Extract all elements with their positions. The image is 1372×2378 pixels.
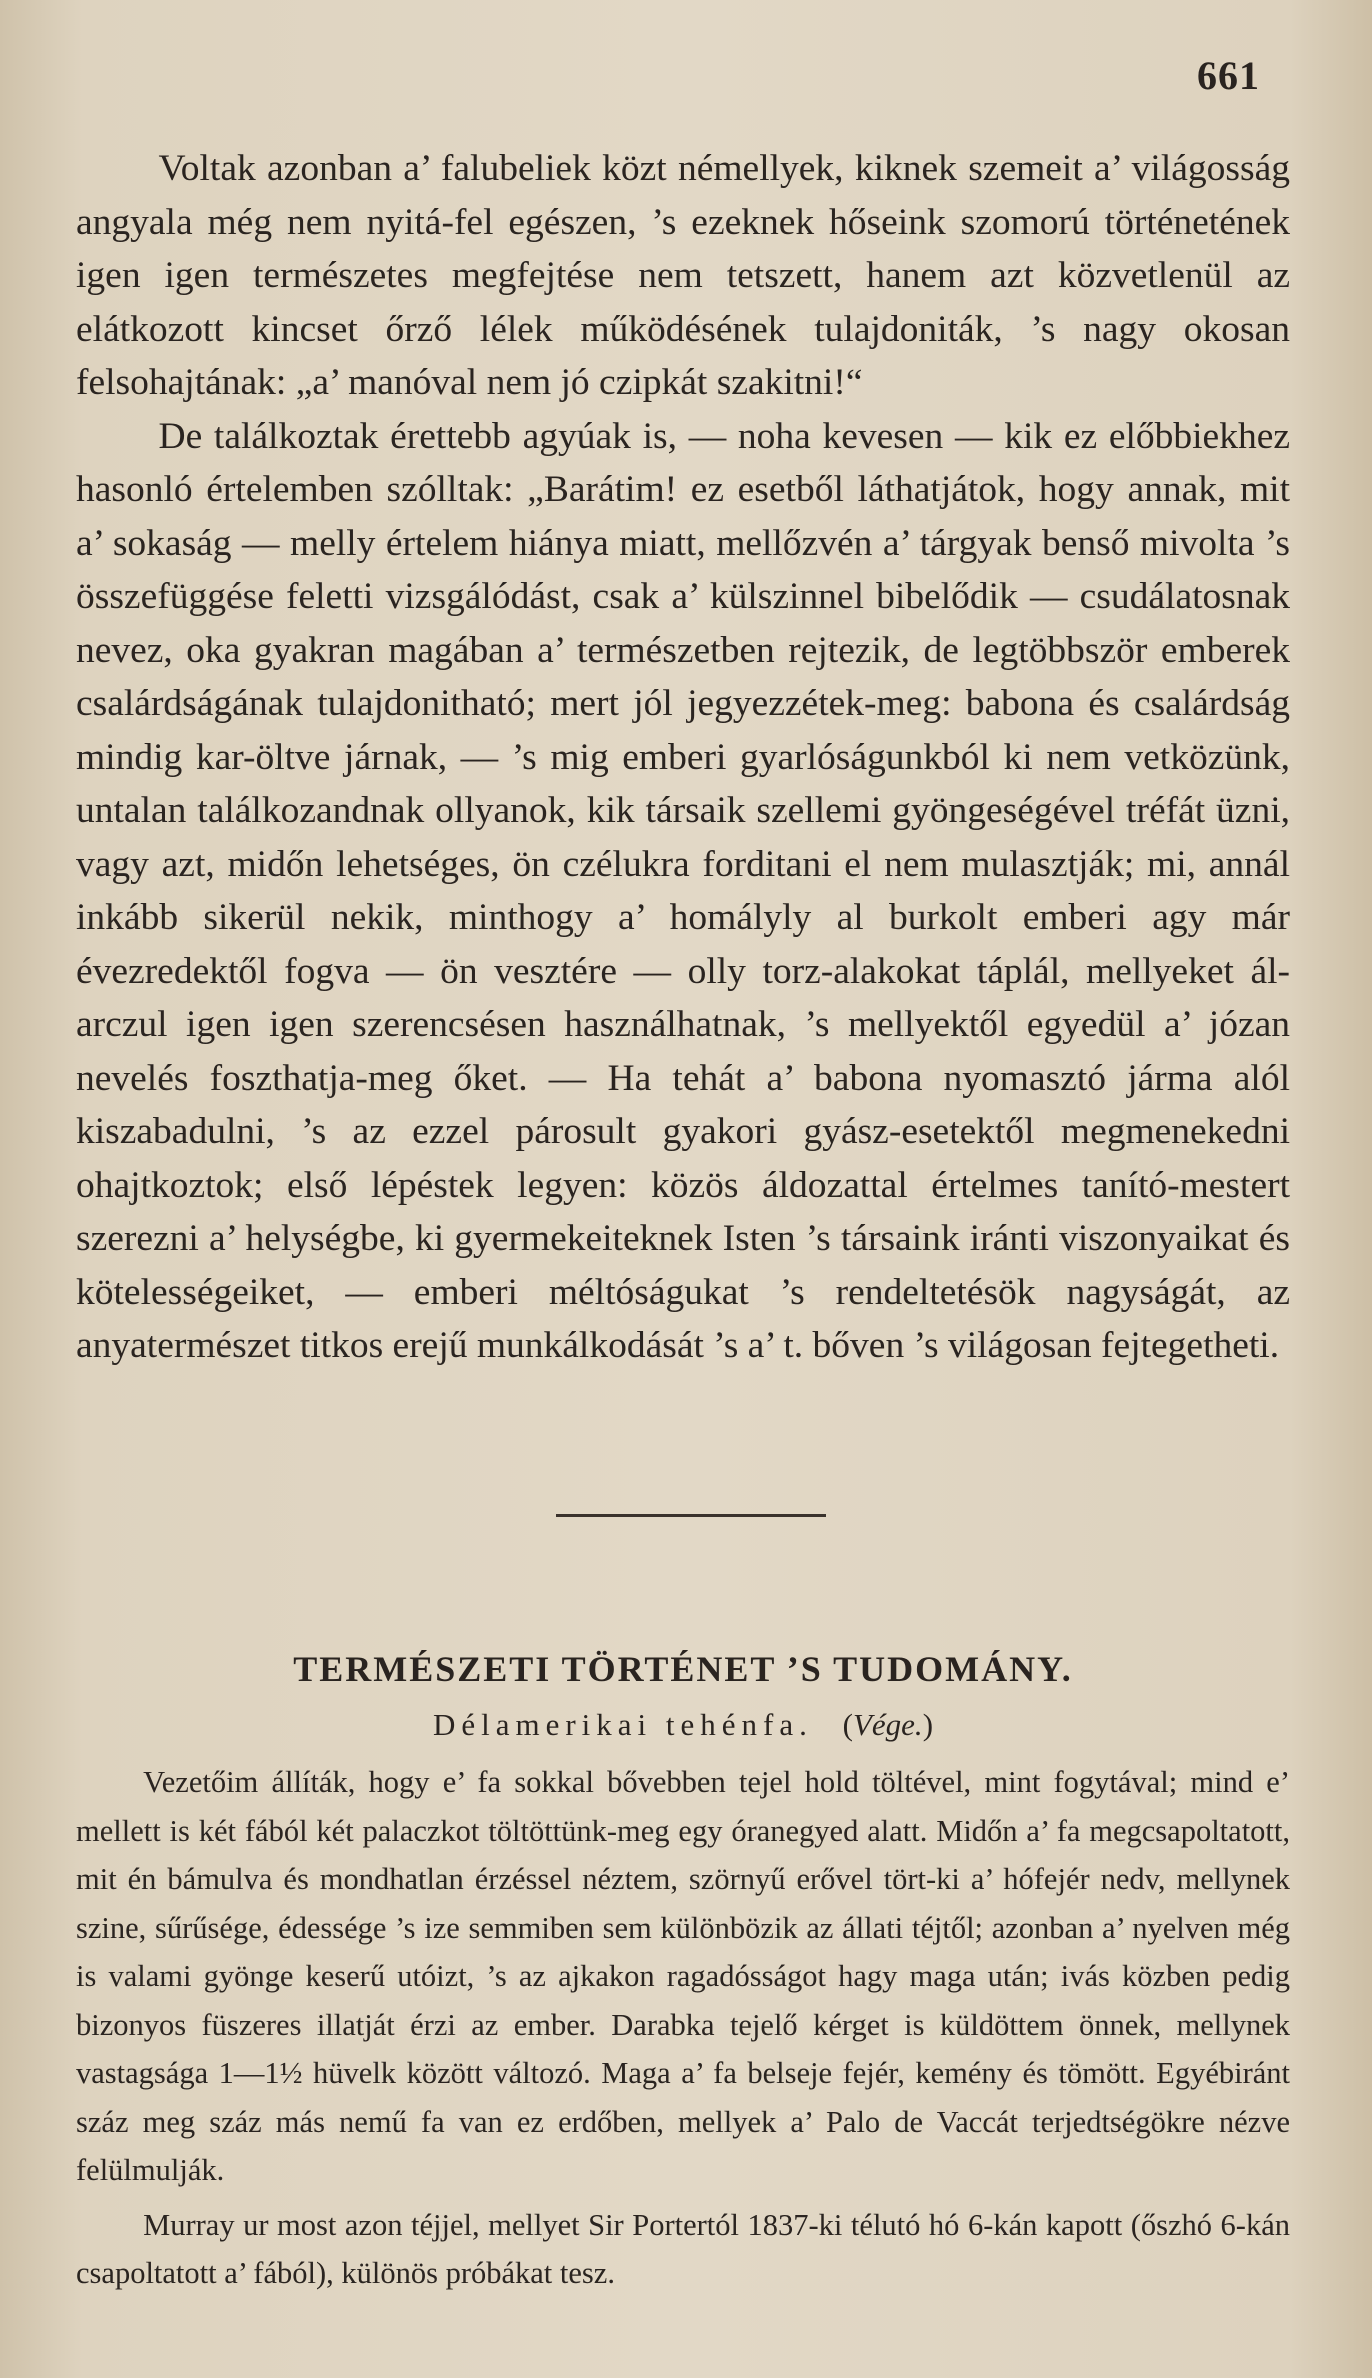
subtitle-text: Délamerikai tehénfa. xyxy=(432,1707,813,1742)
small-paragraph-1: Vezetőim állíták, hogy e’ fa sokkal bővebben tejel hold töltével, mint fogytával; mind e’ mellett is két fából két palaczkot töltöttünk-meg egy óranegyed alatt. Midőn a’ fa megcsapoltatott, mit én bámulva és mondhatlan érzéssel néztem, szörnyű erővel tört-ki a’ hófejér nedv, mellynek szine, sűrűsége, édessége ’s ize semmiben sem különbözik az állati téjtől; azonban a’ nyelven még is valami gyönge keserű utóizt, ’s az ajkakon ragadósságot hagy maga után; ivás közben pedig bizonyos füszeres illatját érzi az ember. Darabka tejelő kérget is küldöttem önnek, mellynek vastagsága 1—1½ hüvelk között változó. Maga a’ fa belseje fejér, kemény és tömött. Egyébiránt száz meg száz más nemű fa van ez erdőben, mellyek a’ Palo de Vaccát terjedtségökre nézve felülmulják. xyxy=(76,1765,1290,2187)
paragraph-1: Voltak azonban a’ falubeliek közt némellyek, kiknek szemeit a’ világosság angyala még nem nyitá-fel egészen, ’s ezeknek hőseink szomorú történetének igen igen természetes megfejtése nem tetszett, hanem azt közvetlenül az elátkozott kincset őrző lélek működésének tulajdoniták, ’s nagy okosan felsohajtának: „a’ manóval nem jó czipkát szakitni!“ xyxy=(76,148,1290,403)
section-title: TERMÉSZETI TÖRTÉNET ’S TUDOMÁNY. xyxy=(293,1649,1073,1689)
subtitle-note: (Vége.) xyxy=(842,1707,934,1742)
subtitle-note-text: Vége. xyxy=(852,1707,923,1742)
section-divider xyxy=(556,1514,826,1517)
small-text-block xyxy=(76,1758,1290,2298)
page-number: 661 xyxy=(1197,53,1260,98)
main-text-block xyxy=(76,142,1290,1373)
section-subtitle xyxy=(76,1707,1290,1743)
paragraph-2: De találkoztak érettebb agyúak is, — noha kevesen — kik ez előbbiekhez hasonló értelemben szólltak: „Barátim! ez esetből láthatjátok, hogy annak, mit a’ sokaság — melly értelem hiánya miatt, mellőzvén a’ tárgyak benső mivolta ’s összefüggése feletti vizsgálódást, csak a’ külszinnel bibelődik — csudálatosnak nevez, oka gyakran magában a’ természetben rejtezik, de legtöbbször emberek csalárdságának tulajdonitható; mert jól jegyezzétek-meg: babona és csalárdság mindig kar-öltve járnak, — ’s mig emberi gyarlóságunkból ki nem vetközünk, untalan találkozandnak ollyanok, kik társaik szellemi gyöngeségével tréfát üzni, vagy azt, midőn lehetséges, ön czélukra forditani el nem mulasztják; mi, annál inkább sikerül nekik, minthogy a’ homályly al burkolt emberi agy már évezredektől fogva — ön vesztére — olly torz-alakokat táplál, mellyeket ál-arczul igen igen szerencsésen használhatnak, ’s mellyektől egyedül a’ józan nevelés foszthatja-meg őket. — Ha tehát a’ babona nyomasztó járma alól kiszabadulni, ’s az ezzel párosult gyakori gyász-esetektől megmenekedni ohajtkoztok; első lépéstek legyen: közös áldozattal értelmes tanító-mestert szerezni a’ helységbe, ki gyermekeiteknek Isten ’s társaink iránti viszonyaikat és kötelességeiket, — emberi méltóságukat ’s rendeltetésök nagyságát, az anyatermészet titkos erejű munkálkodását ’s a’ t. bőven ’s világosan fejtegetheti. xyxy=(76,415,1290,1366)
small-paragraph-2: Murray ur most azon téjjel, mellyet Sir Portertól 1837-ki télutó hó 6-kán kapott (őszhó 6-kán csapoltatott a’ fából), különös próbákat tesz. xyxy=(76,2207,1290,2290)
